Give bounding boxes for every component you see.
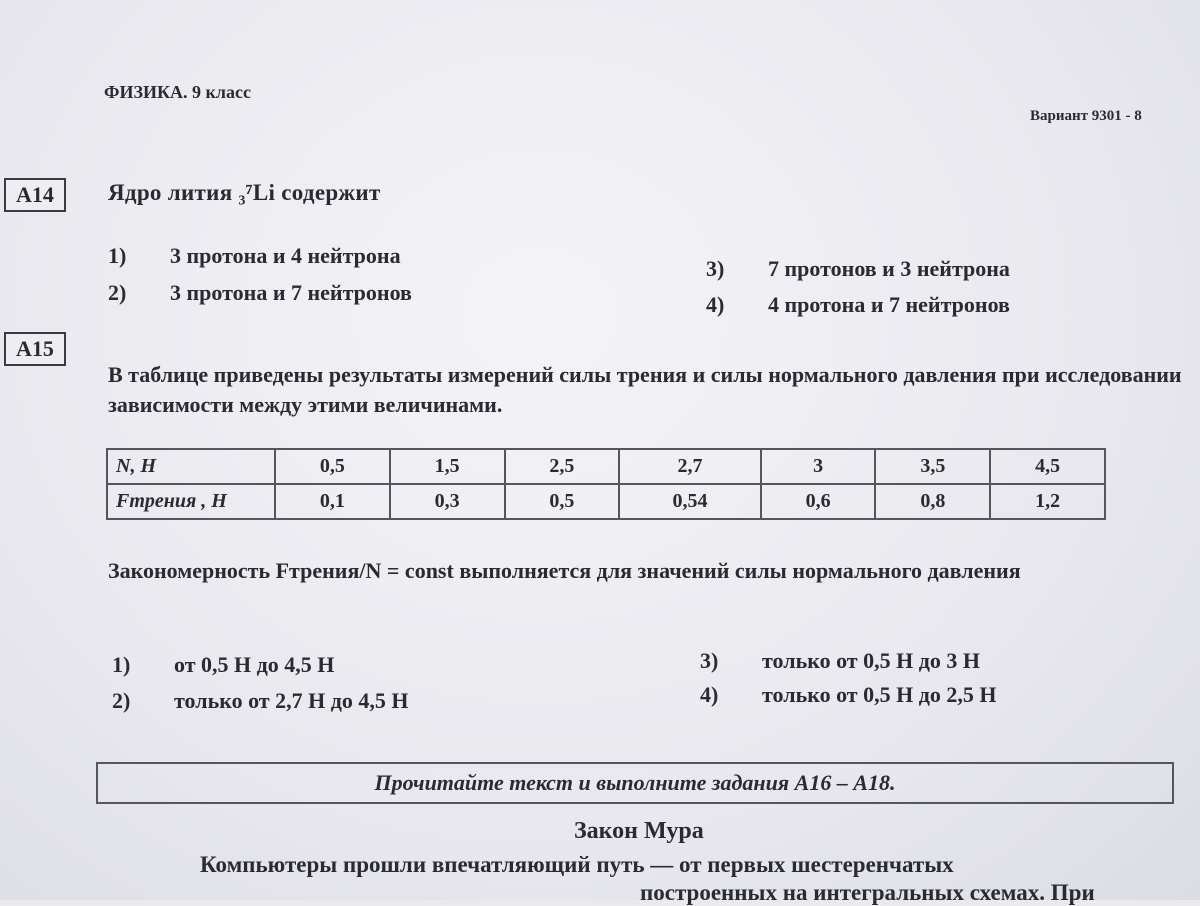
table-cell: 3,5 — [875, 449, 990, 484]
table-cell: 0,8 — [875, 484, 990, 519]
table-cell: 0,54 — [619, 484, 760, 519]
a14-option-1 — [108, 243, 401, 269]
reading-line-1: Компьютеры прошли впечатляющий путь — от первых шестеренчатых — [200, 852, 954, 877]
option-number: 1) — [108, 243, 127, 268]
variant-label: Вариант 9301 - 8 — [1030, 108, 1142, 124]
question-a14-label: А14 — [4, 178, 66, 212]
table-cell: 2,7 — [619, 449, 760, 484]
option-number: 4) — [700, 682, 719, 707]
option-text: 4 протона и 7 нейтронов — [768, 292, 1010, 317]
question-a15-intro: В таблице приведены результаты измерений силы трения и силы нормального давления при исследовании зависимости между этими величинами. — [108, 362, 1182, 417]
option-text: только от 0,5 Н до 2,5 Н — [762, 682, 997, 707]
reading-line-2: построенных на интегральных схемах. При — [640, 880, 1095, 905]
option-number: 3) — [706, 256, 725, 281]
table-cell: 0,3 — [390, 484, 505, 519]
reading-instruction-banner: Прочитайте текст и выполните задания А16 – А18. — [96, 762, 1174, 804]
question-a14-text: Ядро лития ₃⁷Li содержит — [108, 180, 381, 205]
option-text: от 0,5 Н до 4,5 Н — [174, 652, 335, 677]
a14-option-3 — [706, 256, 1010, 282]
table-cell: 0,5 — [505, 484, 620, 519]
table-header-cell: Fтрения , Н — [107, 484, 275, 519]
table-cell: 4,5 — [990, 449, 1105, 484]
a15-option-4 — [700, 682, 996, 708]
option-number: 1) — [112, 652, 131, 677]
reading-title: Закон Мура — [574, 818, 704, 844]
option-text: только от 2,7 Н до 4,5 Н — [174, 688, 409, 713]
subject-header: ФИЗИКА. 9 класс — [104, 82, 251, 102]
table-cell: 2,5 — [505, 449, 620, 484]
table-cell: 0,6 — [761, 484, 876, 519]
table-header-cell: N, Н — [107, 449, 275, 484]
a14-option-4 — [706, 292, 1010, 318]
option-text: только от 0,5 Н до 3 Н — [762, 648, 980, 673]
option-text: 3 протона и 7 нейтронов — [170, 280, 412, 305]
table-row — [107, 449, 1105, 484]
table-cell: 0,1 — [275, 484, 390, 519]
table-cell: 1,5 — [390, 449, 505, 484]
table-cell: 0,5 — [275, 449, 390, 484]
a15-option-3 — [700, 648, 980, 674]
option-number: 2) — [108, 280, 127, 305]
a15-option-2 — [112, 688, 408, 714]
table-cell: 1,2 — [990, 484, 1105, 519]
option-text: 3 протона и 4 нейтрона — [170, 243, 401, 268]
table-row — [107, 484, 1105, 519]
option-number: 4) — [706, 292, 725, 317]
option-number: 2) — [112, 688, 131, 713]
measurement-table — [106, 448, 1106, 520]
option-text: 7 протонов и 3 нейтрона — [768, 256, 1010, 281]
a15-option-1 — [112, 652, 334, 678]
option-number: 3) — [700, 648, 719, 673]
table-cell: 3 — [761, 449, 876, 484]
question-a15-text: Закономерность Fтрения/N = const выполняется для значений силы нормального давления — [108, 558, 1021, 583]
a14-option-2 — [108, 280, 412, 306]
question-a15-label: А15 — [4, 332, 66, 366]
